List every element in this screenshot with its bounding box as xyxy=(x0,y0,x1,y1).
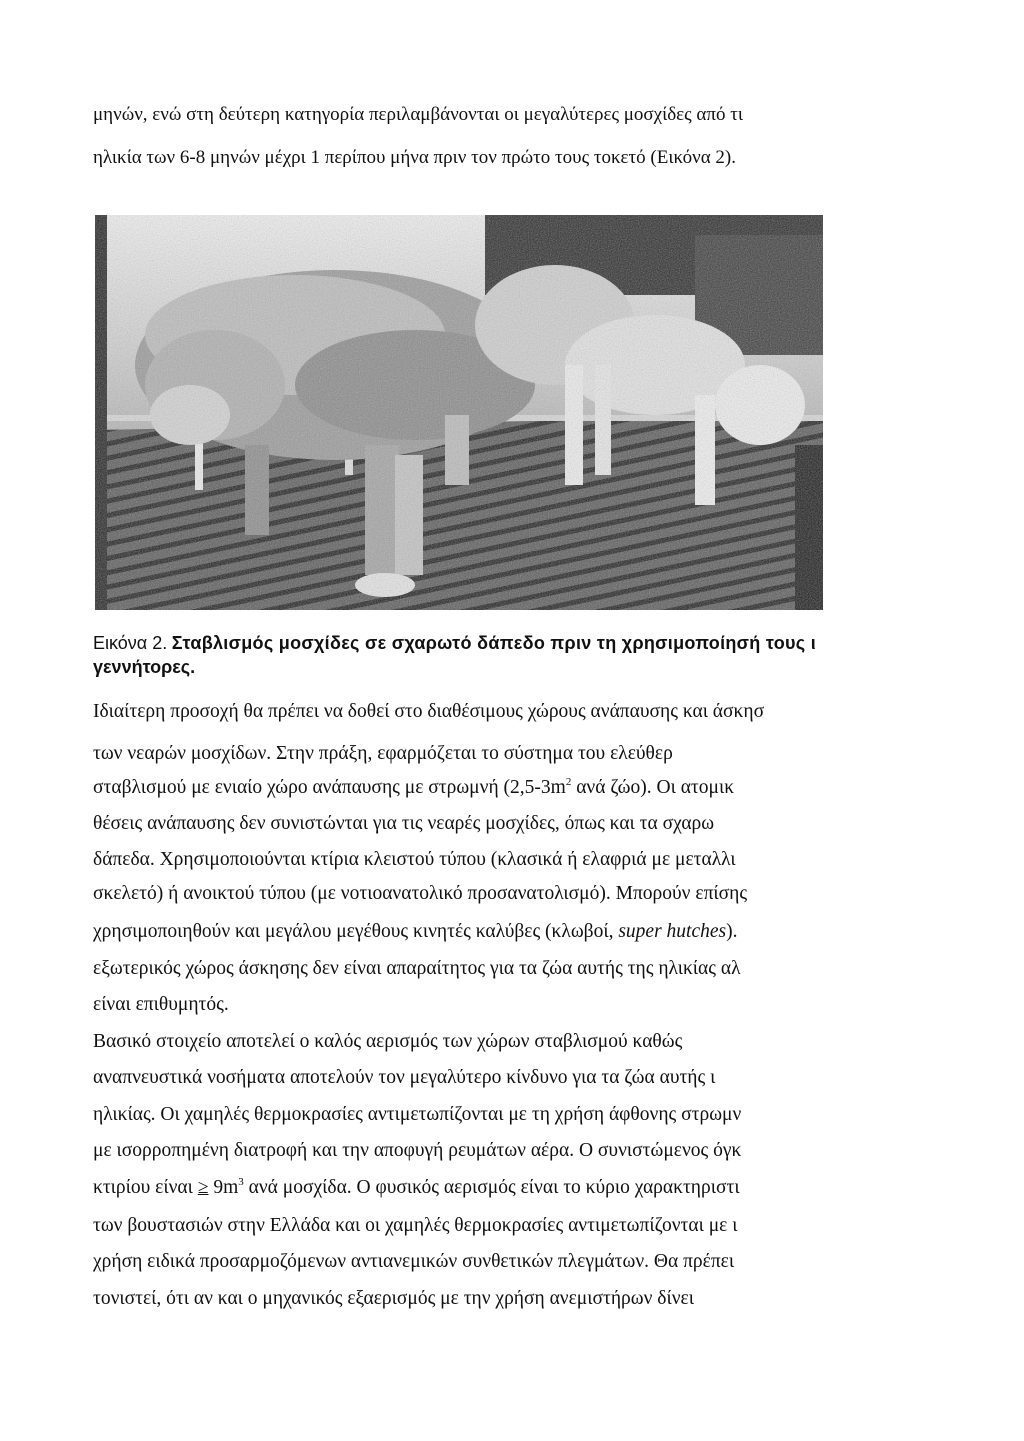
para1-line-4: θέσεις ανάπαυσης δεν συνιστώνται για τις νεαρές μοσχίδες, όπως και τα σχαρω xyxy=(93,813,715,834)
para1-line-3 xyxy=(93,776,734,800)
caption-continuation: γεννήτορες. xyxy=(93,657,196,677)
para2-line-8: τονιστεί, ότι αν και ο μηχανικός εξαερισμός με την χρήση ανεμιστήρων δίνει xyxy=(93,1288,694,1309)
para2-line-3: ηλικίας. Οι χαμηλές θερμοκρασίες αντιμετωπίζονται με τη χρήση άφθονης στρωμν xyxy=(93,1104,742,1125)
para1-line-1: Ιδιαίτερη προσοχή θα πρέπει να δοθεί στο διαθέσιμους χώρους ανάπαυσης και άσκησ xyxy=(93,701,765,722)
para1-line-6: σκελετό) ή ανοικτού τύπου (με νοτιοανατολικό προσανατολισμό). Μπορούν επίσης xyxy=(93,883,748,904)
para1-line-9: είναι επιθυμητός. xyxy=(93,994,229,1015)
para1-line-5: δάπεδα. Χρησιμοποιούνται κτίρια κλειστού τύπου (κλασικά ή ελαφριά με μεταλλι xyxy=(93,849,736,870)
greater-equal-symbol: ≥ xyxy=(197,1177,209,1198)
para2-line-4: με ισορροπημένη διατροφή και την αποφυγή ρευμάτων αέρα. Ο συνιστώμενος όγκ xyxy=(93,1140,742,1161)
heifers-photo-illustration xyxy=(95,215,823,610)
para1-line-3-b: ανά ζώο). Οι ατομικ xyxy=(571,777,735,798)
para2-line-5 xyxy=(93,1176,740,1200)
para1-line-2: των νεαρών μοσχίδων. Στην πράξη, εφαρμόζεται το σύστημα του ελεύθερ xyxy=(93,743,673,764)
superscript-2: 2 xyxy=(565,776,572,788)
para2-line-5-b: 9m xyxy=(208,1177,239,1198)
para1-line-7-a: χρησιμοποιηθούν και μεγάλου μεγέθους κινητές καλύβες (κλωβοί, xyxy=(93,921,619,942)
intro-line-1: μηνών, ενώ στη δεύτερη κατηγορία περιλαμβάνονται οι μεγαλύτερες μοσχίδες από τι xyxy=(93,104,743,125)
para2-line-2: αναπνευστικά νοσήματα αποτελούν τον μεγαλύτερο κίνδυνο για τα ζώα αυτής ι xyxy=(93,1067,716,1088)
caption-label: Εικόνα 2. xyxy=(93,633,168,653)
para2-line-6: των βουστασιών στην Ελλάδα και οι χαμηλές θερμοκρασίες αντιμετωπίζονται με ι xyxy=(93,1215,738,1236)
para1-line-7-b: ). xyxy=(726,921,738,942)
para1-line-7 xyxy=(93,920,738,944)
superscript-3: 3 xyxy=(238,1176,244,1188)
para1-line-7-italic: super hutches xyxy=(618,921,727,942)
para2-line-7: χρήση ειδικά προσαρμοζόμενων αντιανεμικών συνθετικών πλεγμάτων. Θα πρέπει xyxy=(93,1251,735,1272)
intro-line-2: ηλικία των 6-8 μηνών μέχρι 1 περίπου μήνα πριν τον πρώτο τους τοκετό (Εικόνα 2). xyxy=(93,147,736,168)
para1-line-8: εξωτερικός χώρος άσκησης δεν είναι απαραίτητος για τα ζώα αυτής της ηλικίας αλ xyxy=(93,958,741,979)
para2-line-5-a: κτιρίου είναι xyxy=(93,1177,198,1198)
para2-line-1: Βασικό στοιχείο αποτελεί ο καλός αερισμός των χώρων σταβλισμού καθώς xyxy=(93,1031,683,1052)
caption-text: Σταβλισμός μοσχίδες σε σχαρωτό δάπεδο πριν τη χρησιμοποίησή τους ι xyxy=(171,633,817,653)
para1-line-3-a: σταβλισμού με ενιαίο χώρο ανάπαυσης με στρωμνή (2,5-3m xyxy=(93,777,566,798)
figure-photo-heifers xyxy=(95,215,823,610)
figure-caption xyxy=(93,631,823,679)
para2-line-5-c: ανά μοσχίδα. Ο φυσικός αερισμός είναι το κύριο χαρακτηριστι xyxy=(243,1177,740,1198)
